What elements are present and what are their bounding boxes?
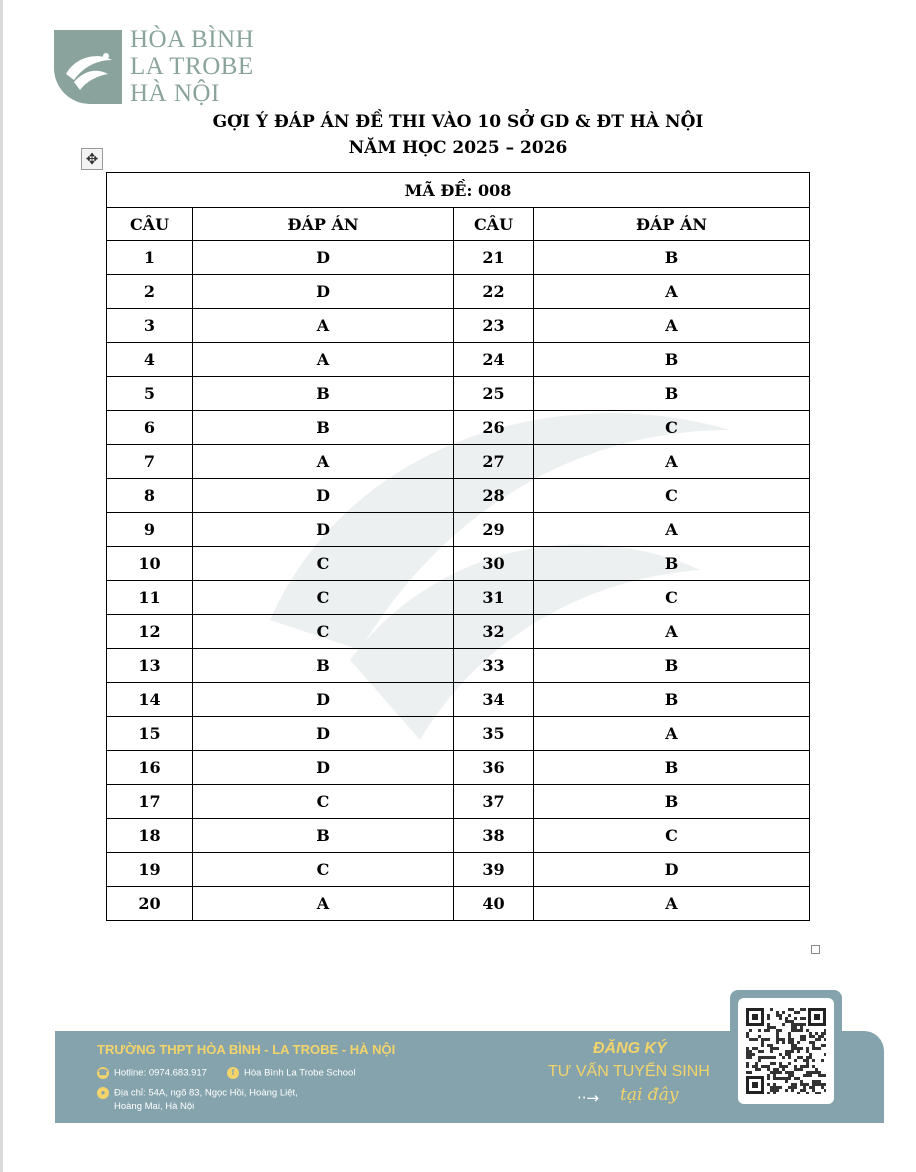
question-number-cell: 40 — [454, 887, 534, 921]
footer-school-name: TRƯỜNG THPT HÒA BÌNH - LA TROBE - HÀ NỘI — [97, 1042, 396, 1057]
question-number-cell: 36 — [454, 751, 534, 785]
answer-cell: D — [534, 853, 810, 887]
address-line-2: Hoàng Mai, Hà Nội — [114, 1101, 195, 1112]
table-row — [107, 717, 810, 751]
table-row — [107, 785, 810, 819]
table-row — [107, 445, 810, 479]
question-number-cell: 27 — [454, 445, 534, 479]
table-row — [107, 309, 810, 343]
question-number-cell: 7 — [107, 445, 193, 479]
table-row — [107, 377, 810, 411]
answer-cell: B — [534, 547, 810, 581]
table-row — [107, 819, 810, 853]
answer-cell: D — [193, 241, 454, 275]
footer-address — [97, 1087, 298, 1099]
question-number-cell: 17 — [107, 785, 193, 819]
qr-code-background — [738, 998, 834, 1104]
answer-cell: B — [534, 377, 810, 411]
answer-cell: C — [534, 819, 810, 853]
address-line-1: Địa chỉ: 54A, ngõ 83, Ngọc Hồi, Hoàng Liệt, — [114, 1087, 298, 1099]
question-number-cell: 28 — [454, 479, 534, 513]
question-number-cell: 25 — [454, 377, 534, 411]
answer-cell: B — [534, 751, 810, 785]
answer-cell: D — [193, 717, 454, 751]
question-number-cell: 19 — [107, 853, 193, 887]
exam-code: MÃ ĐỀ: 008 — [107, 173, 810, 208]
column-header: ĐÁP ÁN — [534, 208, 810, 241]
question-number-cell: 23 — [454, 309, 534, 343]
answer-cell: C — [534, 581, 810, 615]
location-icon: ● — [97, 1087, 109, 1099]
question-number-cell: 15 — [107, 717, 193, 751]
table-row — [107, 547, 810, 581]
answer-cell: C — [534, 411, 810, 445]
table-row — [107, 887, 810, 921]
answer-cell: A — [534, 615, 810, 649]
answer-cell: C — [193, 785, 454, 819]
facebook-icon: f — [227, 1067, 239, 1079]
question-number-cell: 11 — [107, 581, 193, 615]
table-row — [107, 411, 810, 445]
table-row — [107, 479, 810, 513]
question-number-cell: 39 — [454, 853, 534, 887]
question-number-cell: 30 — [454, 547, 534, 581]
phone-icon: ☎ — [98, 1068, 108, 1077]
table-row — [107, 241, 810, 275]
answer-cell: B — [193, 649, 454, 683]
question-number-cell: 37 — [454, 785, 534, 819]
question-number-cell: 24 — [454, 343, 534, 377]
question-number-cell: 5 — [107, 377, 193, 411]
document-title: GỢI Ý ĐÁP ÁN ĐỀ THI VÀO 10 SỞ GD & ĐT HÀ NỘI — [212, 112, 704, 132]
answer-cell: A — [534, 445, 810, 479]
question-number-cell: 26 — [454, 411, 534, 445]
document-subtitle: NĂM HỌC 2025 – 2026 — [348, 138, 568, 158]
answer-cell: D — [193, 513, 454, 547]
question-number-cell: 32 — [454, 615, 534, 649]
answer-cell: A — [193, 887, 454, 921]
school-logo-icon — [54, 30, 122, 104]
answer-cell: C — [193, 547, 454, 581]
answer-cell: B — [193, 377, 454, 411]
answer-cell: C — [193, 615, 454, 649]
answer-cell: A — [534, 309, 810, 343]
answer-cell: A — [534, 513, 810, 547]
question-number-cell: 2 — [107, 275, 193, 309]
question-number-cell: 9 — [107, 513, 193, 547]
table-resize-handle[interactable] — [811, 945, 820, 954]
column-header: ĐÁP ÁN — [193, 208, 454, 241]
column-header: CÂU — [454, 208, 534, 241]
column-header: CÂU — [107, 208, 193, 241]
answer-cell: C — [534, 479, 810, 513]
question-number-cell: 1 — [107, 241, 193, 275]
answer-cell: B — [534, 343, 810, 377]
school-name-line-2: LA TROBE — [130, 53, 254, 80]
answer-cell: B — [534, 683, 810, 717]
table-row — [107, 343, 810, 377]
question-number-cell: 6 — [107, 411, 193, 445]
answer-cell: D — [193, 751, 454, 785]
answer-cell: B — [193, 819, 454, 853]
answer-cell: A — [534, 887, 810, 921]
table-row — [107, 275, 810, 309]
qr-code-icon[interactable] — [746, 1008, 826, 1094]
page-edge — [0, 0, 3, 1172]
school-name-line-1: HÒA BÌNH — [130, 26, 255, 53]
question-number-cell: 14 — [107, 683, 193, 717]
question-number-cell: 3 — [107, 309, 193, 343]
table-row — [107, 751, 810, 785]
table-row — [107, 513, 810, 547]
answer-cell: B — [193, 411, 454, 445]
answer-cell: B — [534, 241, 810, 275]
answer-table — [106, 172, 810, 921]
answer-cell: C — [193, 581, 454, 615]
question-number-cell: 13 — [107, 649, 193, 683]
facebook-text: Hòa Bình La Trobe School — [244, 1067, 356, 1079]
answer-cell: D — [193, 275, 454, 309]
question-number-cell: 18 — [107, 819, 193, 853]
table-row — [107, 581, 810, 615]
qr-code-panel — [730, 990, 842, 1112]
hotline-text: Hotline: 0974.683.917 — [114, 1067, 207, 1079]
question-number-cell: 33 — [454, 649, 534, 683]
exam-code-row — [107, 173, 810, 208]
question-number-cell: 10 — [107, 547, 193, 581]
question-number-cell: 21 — [454, 241, 534, 275]
answer-cell: A — [534, 275, 810, 309]
footer-hotline — [97, 1067, 207, 1079]
question-number-cell: 29 — [454, 513, 534, 547]
answer-cell: A — [193, 343, 454, 377]
footer-facebook — [227, 1067, 355, 1079]
answer-cell: A — [193, 445, 454, 479]
question-number-cell: 38 — [454, 819, 534, 853]
table-row — [107, 615, 810, 649]
table-row — [107, 683, 810, 717]
school-name-line-3: HÀ NỘI — [130, 80, 220, 107]
register-cta-line-1[interactable]: ĐĂNG KÝ — [593, 1040, 667, 1057]
table-header-row — [107, 208, 810, 241]
table-move-icon[interactable]: ✥ — [81, 148, 103, 170]
question-number-cell: 31 — [454, 581, 534, 615]
register-cta-line-3[interactable]: tại đây — [620, 1085, 679, 1105]
question-number-cell: 35 — [454, 717, 534, 751]
table-row — [107, 853, 810, 887]
question-number-cell: 34 — [454, 683, 534, 717]
question-number-cell: 12 — [107, 615, 193, 649]
question-number-cell: 8 — [107, 479, 193, 513]
question-number-cell: 22 — [454, 275, 534, 309]
answer-cell: D — [193, 479, 454, 513]
answer-cell: B — [534, 649, 810, 683]
arrow-right-icon: ··→ — [577, 1089, 600, 1107]
answer-cell: C — [193, 853, 454, 887]
question-number-cell: 4 — [107, 343, 193, 377]
answer-cell: B — [534, 785, 810, 819]
register-cta-line-2[interactable]: TƯ VẤN TUYỂN SINH — [548, 1063, 710, 1080]
table-row — [107, 649, 810, 683]
school-name — [130, 26, 254, 107]
answer-cell: A — [193, 309, 454, 343]
answer-cell: A — [534, 717, 810, 751]
question-number-cell: 16 — [107, 751, 193, 785]
question-number-cell: 20 — [107, 887, 193, 921]
answer-cell: D — [193, 683, 454, 717]
